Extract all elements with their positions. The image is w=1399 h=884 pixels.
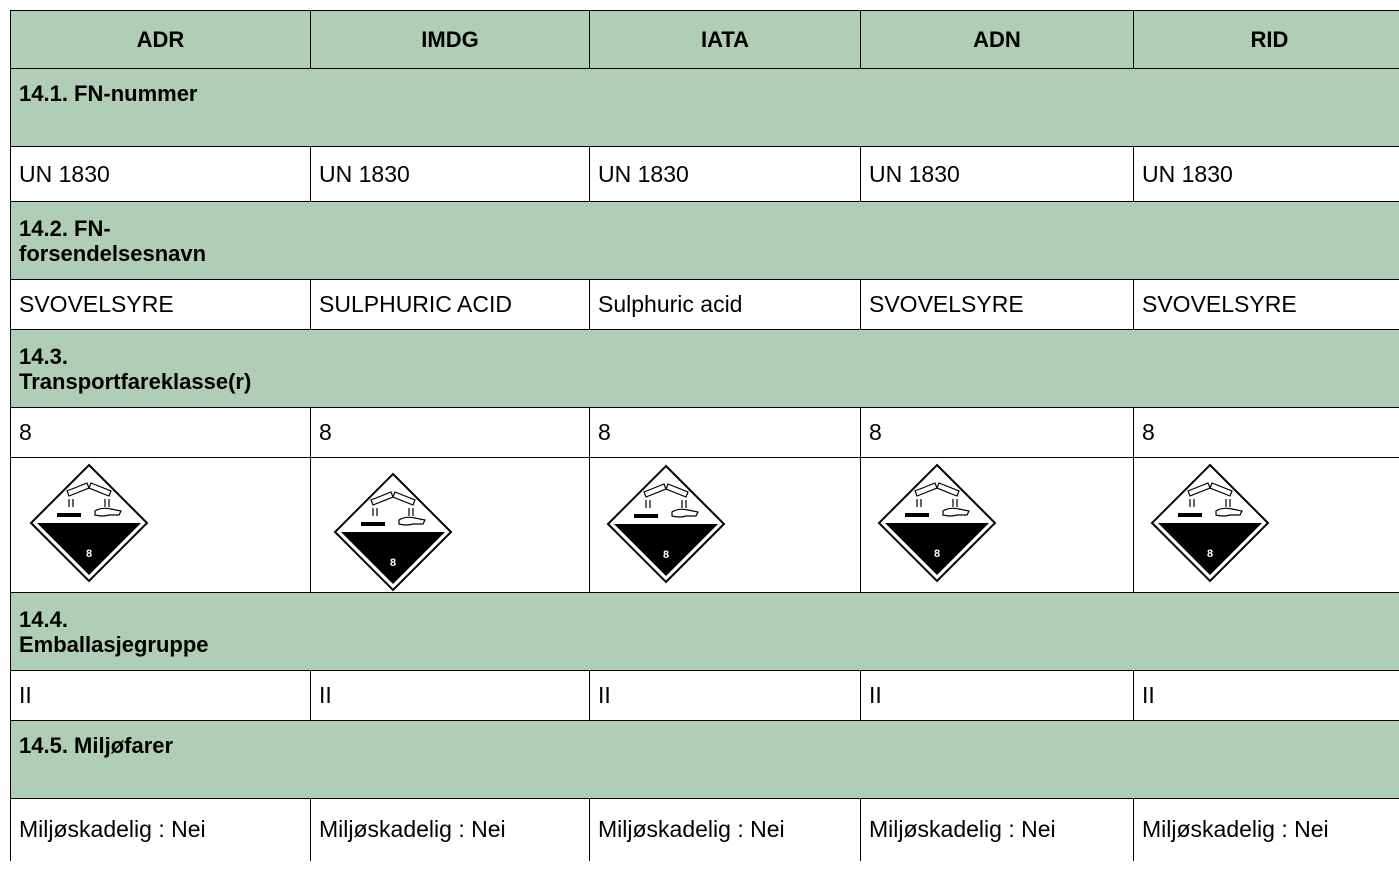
table-cell: SVOVELSYRE [11,280,311,330]
header-rid: RID [1134,11,1399,69]
table-cell: 8 [590,408,861,458]
pictogram-row [11,458,1399,593]
table-cell: II [590,671,861,721]
header-adn: ADN [861,11,1134,69]
corrosive-hazard-icon [1150,463,1270,583]
table-cell: Sulphuric acid [590,280,861,330]
table-cell: 8 [11,408,311,458]
table-row [11,799,1399,861]
section-hazard-class [11,330,1399,408]
table-cell: 8 [311,408,590,458]
header-adr: ADR [11,11,311,69]
section-environment [11,721,1399,799]
corrosive-hazard-icon [333,472,453,592]
table-cell: 8 [1134,408,1399,458]
table-cell: II [861,671,1134,721]
header-iata: IATA [590,11,861,69]
table-cell [861,458,1134,593]
table-cell [590,458,861,593]
header-row [11,11,1399,69]
section-title: 14.3. Transportfareklasse(r) [19,343,252,394]
table-cell: UN 1830 [11,147,311,202]
table-cell: II [11,671,311,721]
table-row [11,147,1399,202]
header-imdg: IMDG [311,11,590,69]
section-shipping-name [11,202,1399,280]
section-un-number [11,69,1399,147]
table-cell [311,458,590,593]
table-cell: SVOVELSYRE [1134,280,1399,330]
table-cell: Miljøskadelig : Nei [861,799,1134,861]
table-cell: UN 1830 [861,147,1134,202]
table-cell: 8 [861,408,1134,458]
table-cell: SULPHURIC ACID [311,280,590,330]
corrosive-hazard-icon [606,464,726,584]
section-title: 14.4. Emballasjegruppe [19,606,209,657]
table-cell: Miljøskadelig : Nei [311,799,590,861]
table-cell: Miljøskadelig : Nei [590,799,861,861]
table-cell [1134,458,1399,593]
table-cell [11,458,311,593]
table-row [11,408,1399,458]
corrosive-hazard-icon [877,463,997,583]
table-cell: UN 1830 [311,147,590,202]
section-title: 14.1. FN-nummer [11,69,1399,147]
table-cell: Miljøskadelig : Nei [11,799,311,861]
table-cell: SVOVELSYRE [861,280,1134,330]
transport-info-table [10,10,1399,861]
table-cell: Miljøskadelig : Nei [1134,799,1399,861]
table-cell: II [311,671,590,721]
corrosive-hazard-icon [29,463,149,583]
table-cell: UN 1830 [1134,147,1399,202]
section-title: 14.5. Miljøfarer [11,721,1399,799]
section-title: 14.2. FN-forsendelsesnavn [19,215,207,266]
table-cell: II [1134,671,1399,721]
section-packing-group [11,593,1399,671]
table-row [11,671,1399,721]
table-cell: UN 1830 [590,147,861,202]
table-row [11,280,1399,330]
